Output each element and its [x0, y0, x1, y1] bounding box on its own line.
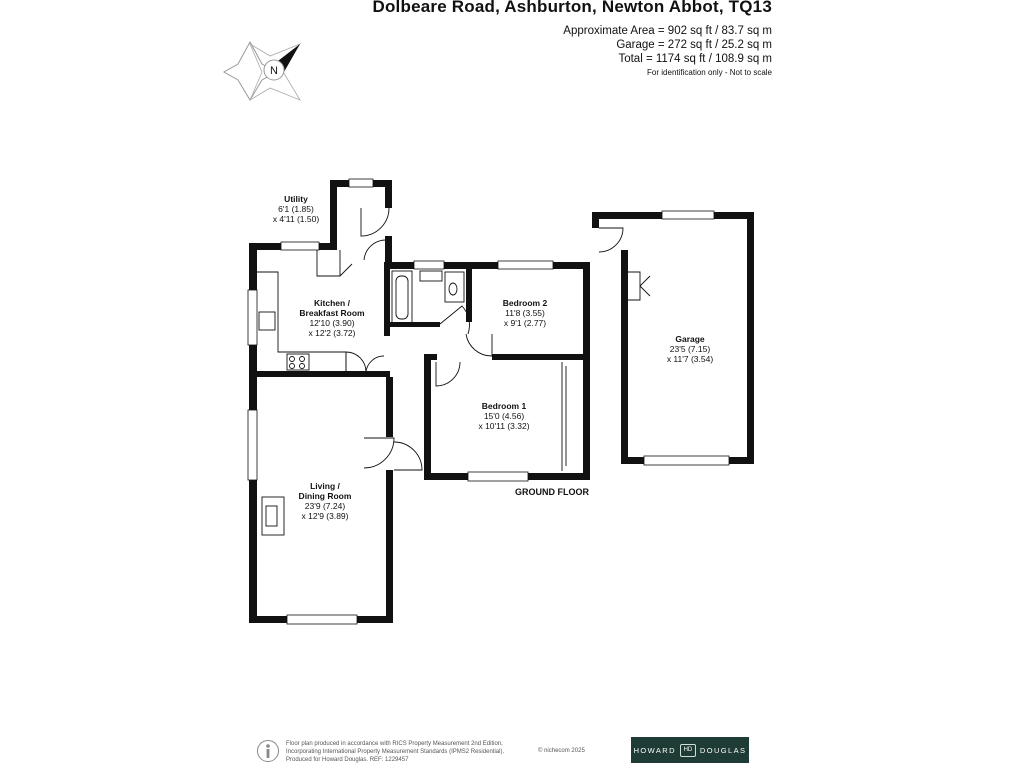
copyright: © nichecom 2025 [538, 748, 585, 754]
room-name: Living / [310, 481, 340, 491]
footer-line: Floor plan produced in accordance with RICS Property Measurement 2nd Edition, [286, 741, 503, 747]
room-name: Kitchen / [314, 298, 350, 308]
footer-notes [286, 740, 504, 764]
room-dimension: x 11'7 (3.54) [666, 354, 714, 364]
floor-label: GROUND FLOOR [515, 487, 589, 497]
room-dimension: x 4'11 (1.50) [272, 214, 320, 224]
room-dimension: 6'1 (1.85) [278, 204, 314, 214]
living-label [299, 481, 352, 521]
brand-monogram: HD [680, 744, 696, 757]
room-dimension: x 9'1 (2.77) [503, 318, 547, 328]
room-name: Garage [675, 334, 705, 344]
brand-left: HOWARD [633, 745, 676, 755]
accessibility-icon [256, 739, 280, 763]
approximate-area: Approximate Area = 902 sq ft / 83.7 sq m [563, 25, 772, 37]
garage-area: Garage = 272 sq ft / 25.2 sq m [616, 39, 772, 51]
room-dimension: 12'10 (3.90) [309, 318, 355, 328]
room-name: Dining Room [298, 491, 352, 501]
room-name: Bedroom 1 [481, 401, 527, 411]
compass-icon [224, 42, 300, 100]
room-name: Bedroom 2 [502, 298, 548, 308]
bedroom2-label [503, 298, 547, 328]
property-title: Dolbeare Road, Ashburton, Newton Abbot, TQ13 [372, 0, 772, 16]
room-dimension: 15'0 (4.56) [483, 411, 525, 421]
room-dimension: x 12'2 (3.72) [308, 328, 356, 338]
kitchen-label [299, 298, 364, 338]
room-dimension: 11'8 (3.55) [505, 308, 545, 318]
brand-logo [631, 737, 749, 763]
scale-disclaimer: For identification only - Not to scale [647, 68, 772, 77]
footer-line: Produced for Howard Douglas. REF: 1229457 [286, 757, 409, 763]
room-dimension: x 10'11 (3.32) [478, 421, 530, 431]
room-name: Utility [284, 194, 308, 204]
room-name: Breakfast Room [299, 308, 365, 318]
utility-label [273, 194, 319, 224]
footer-line: Incorporating International Property Measurement Standards (IPMS2 Residential). [286, 749, 505, 755]
room-dimension: 23'5 (7.15) [669, 344, 711, 354]
compass-letter: N [270, 65, 278, 77]
brand-right: DOUGLAS [699, 745, 747, 755]
total-area: Total = 1174 sq ft / 108.9 sq m [618, 53, 772, 65]
room-dimension: 23'9 (7.24) [304, 501, 346, 511]
bedroom1-label [478, 401, 529, 431]
room-dimension: x 12'9 (3.89) [301, 511, 349, 521]
garage-label [667, 334, 713, 364]
